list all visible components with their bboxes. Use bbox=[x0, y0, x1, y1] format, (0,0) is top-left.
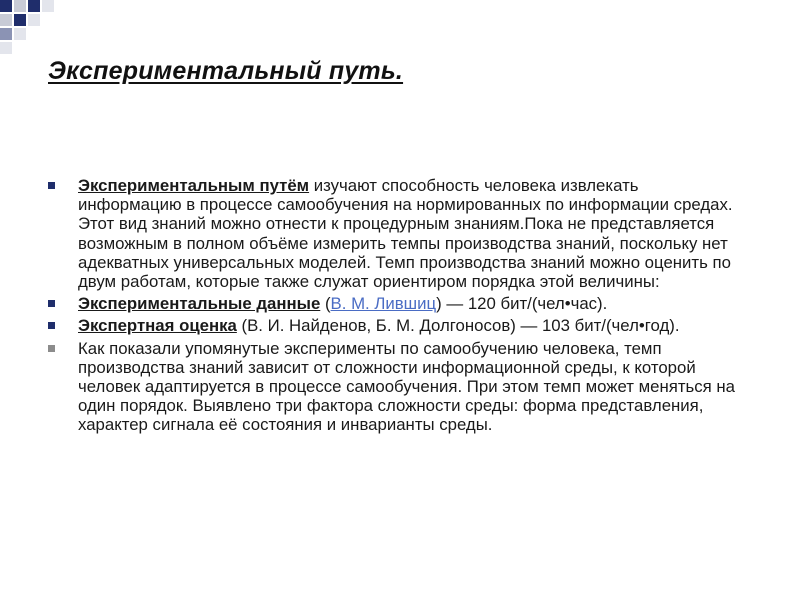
corner-decoration bbox=[0, 0, 70, 60]
item-text: (В. И. Найденов, Б. М. Долгоносов) — 103 бит/(чел•год). bbox=[236, 316, 680, 336]
author-link[interactable]: В. М. Лившиц bbox=[330, 294, 437, 314]
decor-square bbox=[0, 0, 12, 12]
square-bullet-icon bbox=[48, 345, 55, 352]
list-item bbox=[48, 339, 738, 435]
item-text: изучают способность человека извлекать информацию в процессе самообучения на нормированных по информации средах. Этот вид знаний можно отнести к процедурным знаниям.Пока не представляется возможным в полном объёме измерить темпы производства знаний, поскольку нет адекватных универсальных моделей. Темп производства знаний можно оценить по двум работам, которые также служат ориентиром порядка этой величины: bbox=[78, 176, 733, 292]
decor-square bbox=[0, 42, 12, 54]
item-text: ( bbox=[320, 294, 331, 314]
list-item bbox=[48, 316, 738, 335]
slide-title: Экспериментальный путь. bbox=[48, 57, 404, 85]
decor-square bbox=[0, 14, 12, 26]
decor-square bbox=[14, 28, 26, 40]
item-text: Как показали упомянутые эксперименты по самообучению человека, темп производства знаний зависит от сложности информационной среды, к которой человек адаптируется в процессе самообучения. При этом темп может меняться на один порядок. Выявлено три фактора сложности среды: форма представления, характер сигнала её состояния и инварианты среды. bbox=[78, 338, 736, 435]
square-bullet-icon bbox=[48, 182, 55, 189]
bullet-list bbox=[48, 176, 738, 438]
decor-square bbox=[42, 0, 54, 12]
term-link[interactable]: Экспериментальным путём bbox=[78, 176, 310, 195]
decor-square bbox=[14, 14, 26, 26]
decor-square bbox=[28, 0, 40, 12]
list-item bbox=[48, 294, 738, 313]
decor-square bbox=[0, 28, 12, 40]
term-link[interactable]: Экспертная оценка bbox=[78, 316, 237, 336]
list-item bbox=[48, 176, 738, 291]
square-bullet-icon bbox=[48, 300, 55, 307]
item-text: ) — 120 бит/(чел•час). bbox=[436, 294, 608, 314]
square-bullet-icon bbox=[48, 322, 55, 329]
decor-square bbox=[14, 0, 26, 12]
term-link[interactable]: Экспериментальные данные bbox=[78, 294, 321, 314]
decor-square bbox=[28, 14, 40, 26]
